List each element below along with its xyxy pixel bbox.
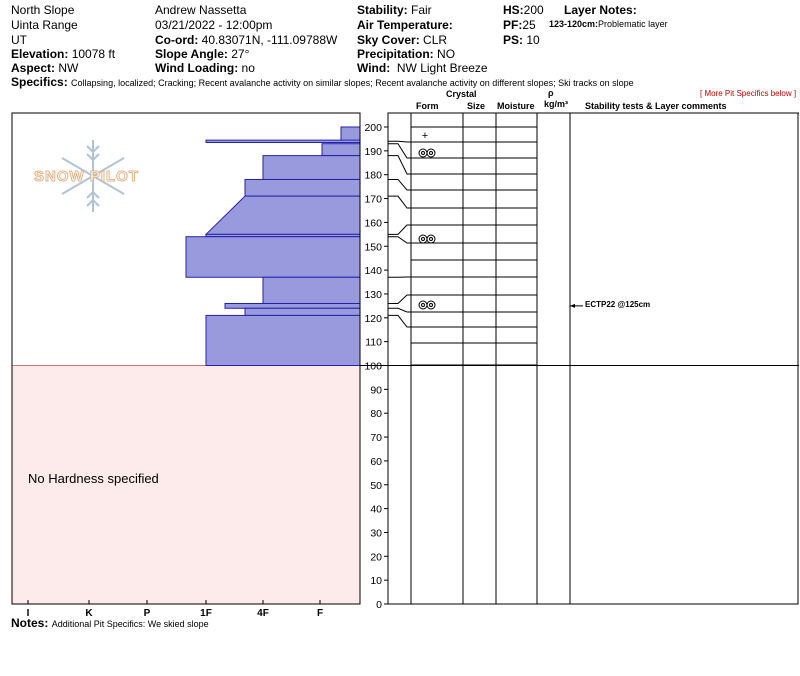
grain-surface-hoar-icon bbox=[419, 149, 427, 157]
profile-layer bbox=[341, 127, 360, 141]
hardness-tick-label: 4F bbox=[257, 608, 269, 619]
layer-connector bbox=[388, 196, 411, 208]
grain-surface-hoar-icon bbox=[422, 304, 425, 307]
layer-connector bbox=[388, 308, 411, 312]
depth-tick-label: 0 bbox=[376, 599, 382, 611]
profile-layer bbox=[206, 196, 360, 234]
wind: Wind: NW Light Breeze bbox=[357, 61, 488, 75]
density-header: kg/m³ bbox=[544, 99, 569, 109]
depth-tick-label: 10 bbox=[370, 575, 382, 588]
specifics: Specifics: Collapsing, localized; Cracking; Recent avalanche activity on similar slopes; Recent avalanche activity on different slopes; Ski tracks on slope bbox=[11, 75, 634, 89]
elevation: Elevation: 10078 ft bbox=[11, 47, 116, 61]
depth-tick-label: 110 bbox=[365, 336, 382, 349]
hardness-tick-label: 1F bbox=[200, 608, 212, 619]
slope-angle: Slope Angle: 27° bbox=[155, 47, 250, 61]
depth-tick-label: 50 bbox=[370, 479, 382, 492]
depth-tick-label: 120 bbox=[364, 312, 382, 325]
size-header: Size bbox=[467, 101, 486, 111]
layer-connector bbox=[388, 179, 411, 190]
profile-layer bbox=[263, 277, 360, 303]
moisture-header: Moisture bbox=[497, 101, 535, 111]
location: North Slope bbox=[11, 3, 75, 17]
depth-tick-label: 190 bbox=[364, 145, 382, 158]
datetime: 03/21/2022 - 12:00pm bbox=[155, 18, 273, 32]
grain-surface-hoar-icon bbox=[427, 301, 435, 309]
layer-connector bbox=[388, 225, 411, 234]
form-header: Form bbox=[416, 101, 439, 111]
depth-tick-label: 160 bbox=[364, 217, 382, 230]
air-temperature: Air Temperature: bbox=[357, 18, 453, 32]
profile-layer bbox=[322, 144, 360, 156]
hardness-tick-label: K bbox=[85, 608, 93, 619]
depth-tick-label: 90 bbox=[370, 384, 382, 397]
sky-cover: Sky Cover: CLR bbox=[357, 33, 448, 47]
grain-surface-hoar-icon bbox=[422, 238, 425, 241]
aspect: Aspect: NW bbox=[11, 61, 79, 75]
ps: PS: 10 bbox=[503, 33, 540, 47]
profile-layer bbox=[206, 140, 360, 142]
logo-text: SNOW PILOT bbox=[34, 168, 139, 185]
profile-layer bbox=[245, 308, 360, 315]
grain-surface-hoar-icon bbox=[427, 235, 435, 243]
stability: Stability: Fair bbox=[357, 3, 432, 17]
depth-tick-label: 140 bbox=[364, 265, 382, 278]
grain-surface-hoar-icon bbox=[427, 149, 435, 157]
crystal-header: Crystal bbox=[446, 89, 477, 99]
range: Uinta Range bbox=[11, 18, 78, 32]
grain-surface-hoar-icon bbox=[419, 301, 427, 309]
profile-layer bbox=[206, 315, 360, 365]
depth-tick-label: 70 bbox=[370, 432, 382, 445]
depth-tick-label: 60 bbox=[370, 455, 382, 468]
profile-layer bbox=[186, 237, 360, 278]
layer-connector bbox=[388, 237, 411, 243]
snowpilot-logo bbox=[30, 138, 160, 218]
depth-tick-label: 200 bbox=[364, 122, 382, 134]
depth-tick-label: 30 bbox=[370, 527, 382, 540]
stability-tests-header: Stability tests & Layer comments bbox=[585, 101, 727, 111]
density-rho: ρ bbox=[548, 88, 554, 98]
depth-tick-label: 20 bbox=[370, 551, 382, 564]
stability-test-comment: ECTP22 @125cm bbox=[585, 300, 651, 309]
depth-tick-label: 130 bbox=[364, 288, 382, 301]
depth-tick-label: 80 bbox=[370, 408, 382, 421]
layer-notes-label: Layer Notes: bbox=[564, 3, 637, 17]
hs: HS:200 bbox=[503, 3, 544, 17]
depth-tick-label: 100 bbox=[364, 360, 382, 373]
grain-surface-hoar-icon bbox=[430, 238, 433, 241]
hardness-tick-label: F bbox=[316, 608, 324, 619]
wind-loading: Wind Loading: no bbox=[155, 61, 255, 75]
layer-connector bbox=[388, 315, 411, 327]
observer: Andrew Nassetta bbox=[155, 3, 247, 17]
coordinates: Co-ord: 40.83071N, -111.09788W bbox=[155, 33, 338, 47]
layer-connector bbox=[388, 295, 411, 303]
depth-tick-label: 40 bbox=[370, 503, 382, 516]
state: UT bbox=[11, 33, 27, 47]
depth-tick-label: 180 bbox=[364, 169, 382, 182]
grain-surface-hoar-icon bbox=[419, 235, 427, 243]
profile-layer bbox=[263, 156, 360, 180]
pf: PF:25 bbox=[503, 18, 536, 32]
grain-surface-hoar-icon bbox=[422, 152, 425, 155]
grain-new-snow-icon: + bbox=[421, 130, 429, 142]
notes: Notes: Additional Pit Specifics: We skied slope bbox=[11, 616, 209, 630]
grain-surface-hoar-icon bbox=[430, 152, 433, 155]
precipitation: Precipitation: NO bbox=[357, 47, 456, 61]
hardness-tick-label: P bbox=[143, 608, 151, 619]
hardness-tick-label: I bbox=[26, 608, 30, 619]
no-hardness-text: No Hardness specified bbox=[28, 471, 159, 486]
depth-tick-label: 150 bbox=[364, 241, 382, 254]
more-pit-specifics-link[interactable]: [ More Pit Specifics below ] bbox=[700, 89, 797, 98]
grain-surface-hoar-icon bbox=[430, 304, 433, 307]
test-arrow-head-icon bbox=[570, 304, 575, 308]
profile-layer bbox=[245, 179, 360, 196]
profile-layer bbox=[225, 303, 360, 308]
layer-table-frame bbox=[388, 113, 798, 604]
layer-note: 123-120cm:Problematic layer bbox=[549, 19, 668, 29]
layer-connector bbox=[388, 141, 411, 142]
depth-tick-label: 170 bbox=[364, 193, 382, 206]
